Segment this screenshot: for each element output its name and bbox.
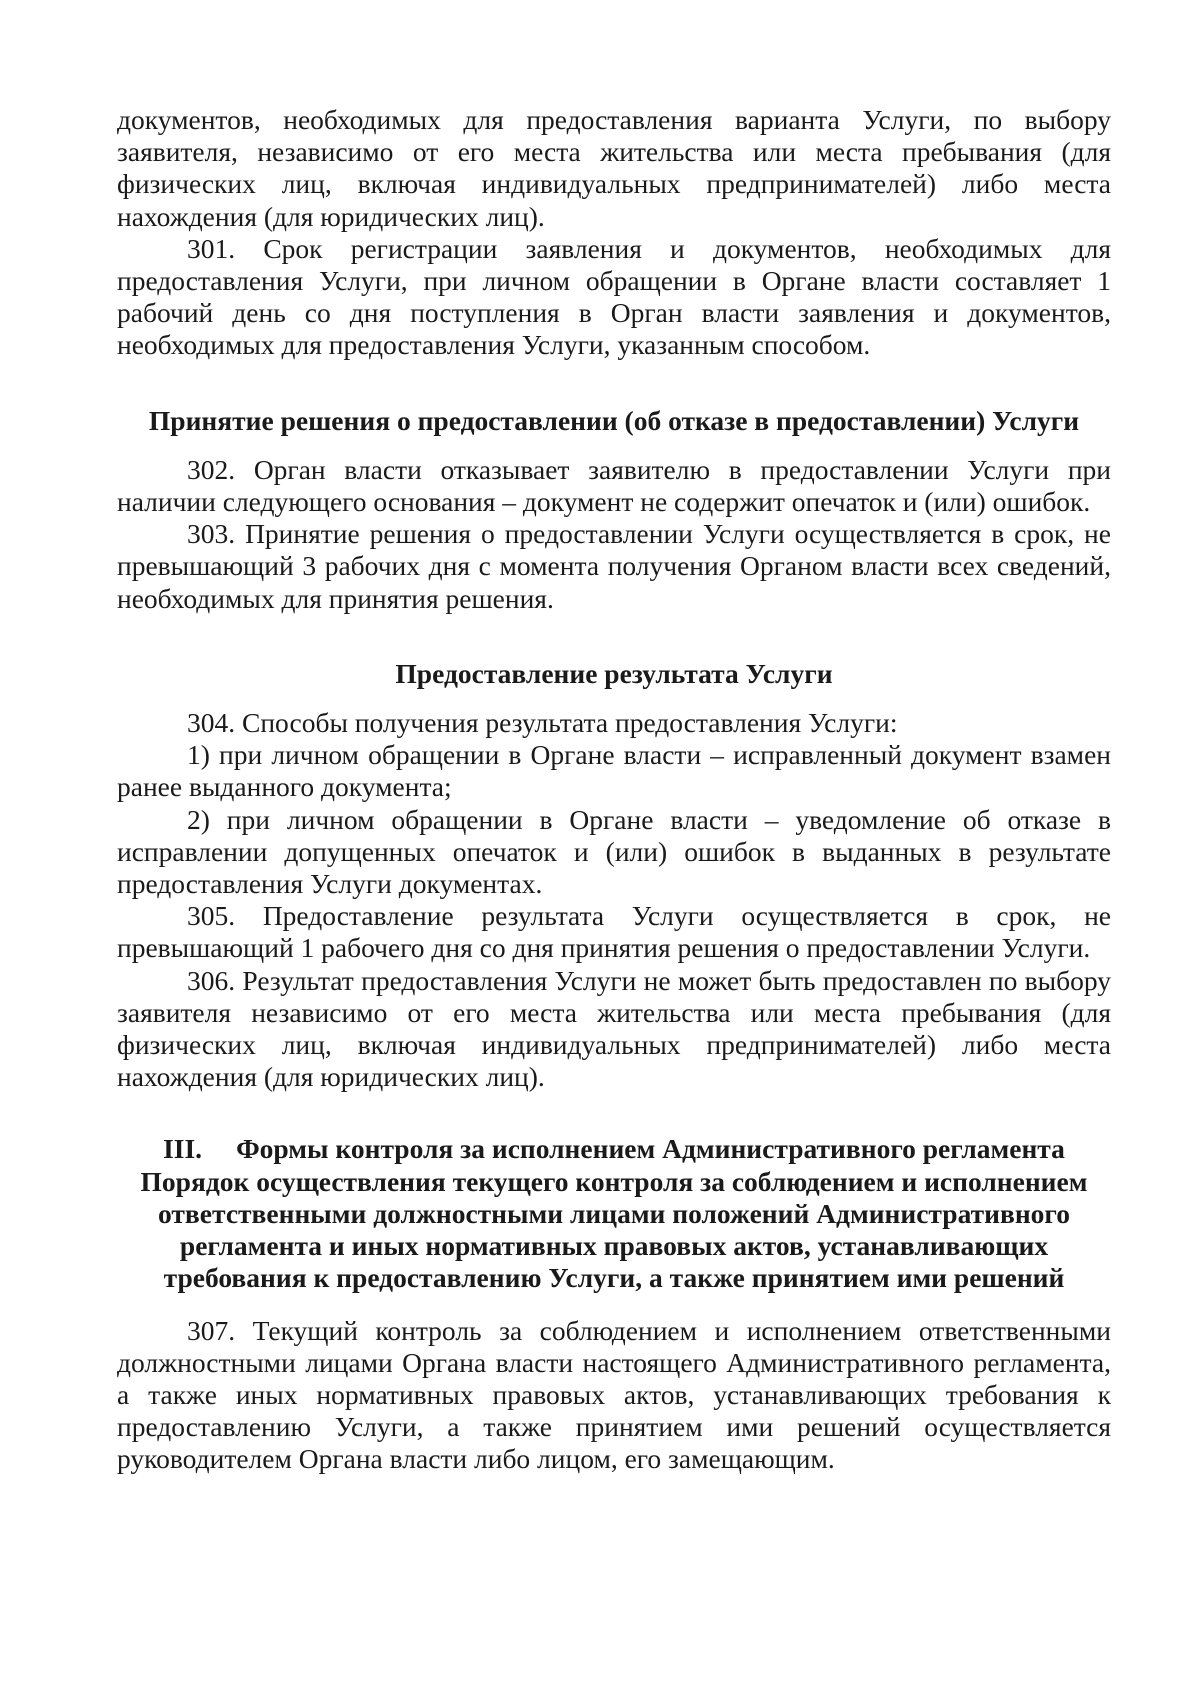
paragraph-306: 306. Результат предоставления Услуги не может быть предоставлен по выбору заявителя независимо от его места жительства или места пребывания (для физических лиц, включая индивидуальных предпринимателей) либо места нахождения (для юридических лиц).: [117, 964, 1111, 1093]
section-number: III.: [163, 1133, 203, 1165]
paragraph-304-item-2: 2) при личном обращении в Органе власти – уведомление об отказе в исправлении допущенных опечаток и (или) ошибок в выданных в результате предоставления Услуги документах.: [117, 803, 1111, 900]
paragraph-307: 307. Текущий контроль за соблюдением и исполнением ответственными должностными лицами Органа власти настоящего Административного регламента, а также иных нормативных правовых актов, устанавливающих требования к предоставлению Услуги, а также принятием ими решений осуществляется руководителем Органа власти либо лицом, его замещающим.: [117, 1314, 1111, 1475]
section-title: [117, 1133, 1111, 1165]
paragraph-continuation: документов, необходимых для предоставления варианта Услуги, по выбору заявителя, независимо от его места жительства или места пребывания (для физических лиц, включая индивидуальных предпринимателей) либо места нахождения (для юридических лиц).: [117, 104, 1111, 232]
paragraph-304: 304. Способы получения результата предоставления Услуги:: [187, 707, 898, 739]
section-subtitle-line-4: требования к предоставлению Услуги, а также принятием ими решений: [163, 1262, 1065, 1294]
paragraph-305: 305. Предоставление результата Услуги осуществляется в срок, не превышающий 1 рабочего дня со дня принятия решения о предоставлении Услуги.: [117, 900, 1111, 964]
section-subtitle-line-3: регламента и иных нормативных правовых актов, устанавливающих: [179, 1230, 1049, 1262]
heading-decision: Принятие решения о предоставлении (об отказе в предоставлении) Услуги: [148, 404, 1080, 436]
paragraph-304-item-1: 1) при личном обращении в Органе власти – исправленный документ взамен ранее выданного документа;: [117, 739, 1111, 803]
section-subtitle-line-1: Порядок осуществления текущего контроля за соблюдением и исполнением: [140, 1165, 1088, 1197]
paragraph-303: 303. Принятие решения о предоставлении Услуги осуществляется в срок, не превышающий 3 рабочих дня с момента получения Органом власти всех сведений, необходимых для принятия решения.: [117, 518, 1111, 614]
paragraph-301: 301. Срок регистрации заявления и документов, необходимых для предоставления Услуги, при личном обращении в Органе власти составляет 1 рабочий день со дня поступления в Орган власти заявления и документов, необходимых для предоставления Услуги, указанным способом.: [117, 232, 1111, 361]
section-title-text: Формы контроля за исполнением Административного регламента: [236, 1133, 1065, 1165]
section-subtitle-line-2: ответственными должностными лицами положений Административного: [158, 1197, 1070, 1229]
paragraph-302: 302. Орган власти отказывает заявителю в предоставлении Услуги при наличии следующего основания – документ не содержит опечаток и (или) ошибок.: [117, 453, 1111, 518]
document-page: [117, 104, 1111, 1476]
heading-result: Предоставление результата Услуги: [395, 657, 833, 689]
